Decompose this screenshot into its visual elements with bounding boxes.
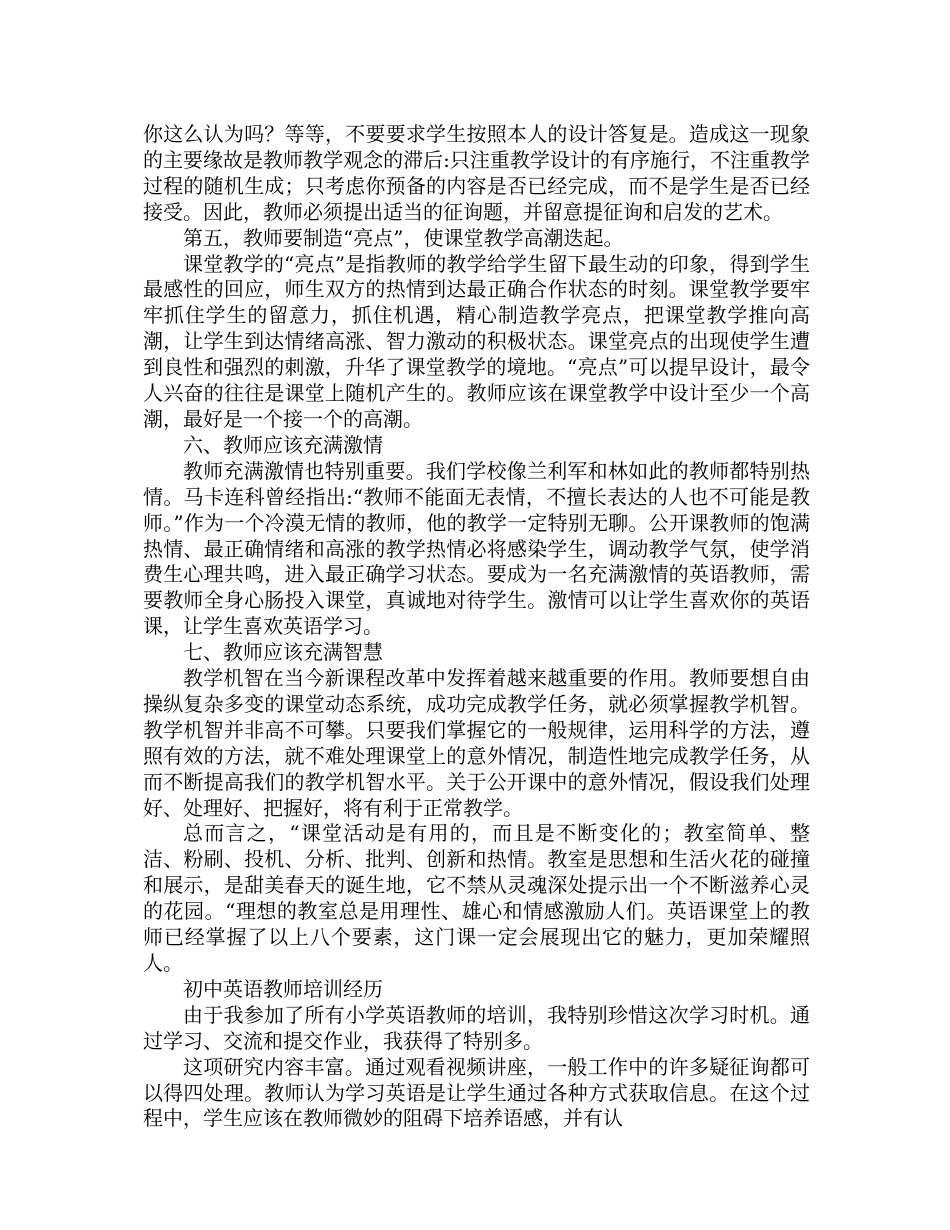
paragraph: 总而言之，“课堂活动是有用的，而且是不断变化的；教室简单、整洁、粉刷、投机、分析、批判、创新和热情。教室是思想和生活火花的碰撞和展示，是甜美春天的诞生地，它不禁从灵魂深处提示出一个不断滋养心灵的花园。“理想的教室总是用理性、雄心和情感激励人们。英语课堂上的教师已经掌握了以上八个要素，这门课一定会展现出它的魅力，更加荣耀照人。 <box>143 821 810 975</box>
paragraph: 由于我参加了所有小学英语教师的培训，我特别珍惜这次学习时机。通过学习、交流和提交作业，我获得了特别多。 <box>143 1002 810 1053</box>
paragraph: 教师充满激情也特别重要。我们学校像兰利军和林如此的教师都特别热情。马卡连科曾经指出:“教师不能面无表情，不擅长表达的人也不可能是教师。”作为一个冷漠无情的教师，他的教学一定特别无聊。公开课教师的饱满热情、最正确情绪和高涨的教学热情必将感染学生，调动教学气氛，使学消费生心理共鸣，进入最正确学习状态。要成为一名充满激情的英语教师，需要教师全身心肠投入课堂，真诚地对待学生。激情可以让学生喜欢你的英语课，让学生喜欢英语学习。 <box>143 458 810 639</box>
paragraph: 第五，教师要制造“亮点”，使课堂教学高潮迭起。 <box>183 225 624 250</box>
paragraph: 这项研究内容丰富。通过观看视频讲座，一般工作中的许多疑征询都可以得四处理。教师认为学习英语是让学生通过各种方式获取信息。在这个过程中，学生应该在教师微妙的阻碍下培养语感，并有认 <box>143 1054 810 1131</box>
document-body <box>143 122 810 1132</box>
section-heading: 七、教师应该充满智慧 <box>183 640 383 665</box>
paragraph: 教学机智在当今新课程改革中发挥着越来越重要的作用。教师要想自由操纵复杂多变的课堂动态系统，成功完成教学任务，就必须掌握教学机智。教学机智并非高不可攀。只要我们掌握它的一般规律，运用科学的方法，遵照有效的方法，就不难处理课堂上的意外情况，制造性地完成教学任务，从而不断提高我们的教学机智水平。关于公开课中的意外情况，假设我们处理好、处理好、把握好，将有利于正常教学。 <box>143 666 810 820</box>
paragraph: 你这么认为吗？等等，不要要求学生按照本人的设计答复是。造成这一现象的主要缘故是教师教学观念的滞后:只注重教学设计的有序施行，不注重教学过程的随机生成；只考虑你预备的内容是否已经完成，而不是学生是否已经接受。因此，教师必须提出适当的征询题，并留意提征询和启发的艺术。 <box>143 122 810 224</box>
article-title: 初中英语教师培训经历 <box>183 976 383 1001</box>
paragraph: 课堂教学的“亮点”是指教师的教学给学生留下最生动的印象，得到学生最感性的回应，师生双方的热情到达最正确合作状态的时刻。课堂教学要牢牢抓住学生的留意力，抓住机遇，精心制造教学亮点，把课堂教学推向高潮，让学生到达情绪高涨、智力激动的积极状态。课堂亮点的出现使学生遭到良性和强烈的刺激，升华了课堂教学的境地。“亮点”可以提早设计，最令人兴奋的往往是课堂上随机产生的。教师应该在课堂教学中设计至少一个高潮，最好是一个接一个的高潮。 <box>143 251 810 431</box>
section-heading: 六、教师应该充满激情 <box>183 432 383 457</box>
